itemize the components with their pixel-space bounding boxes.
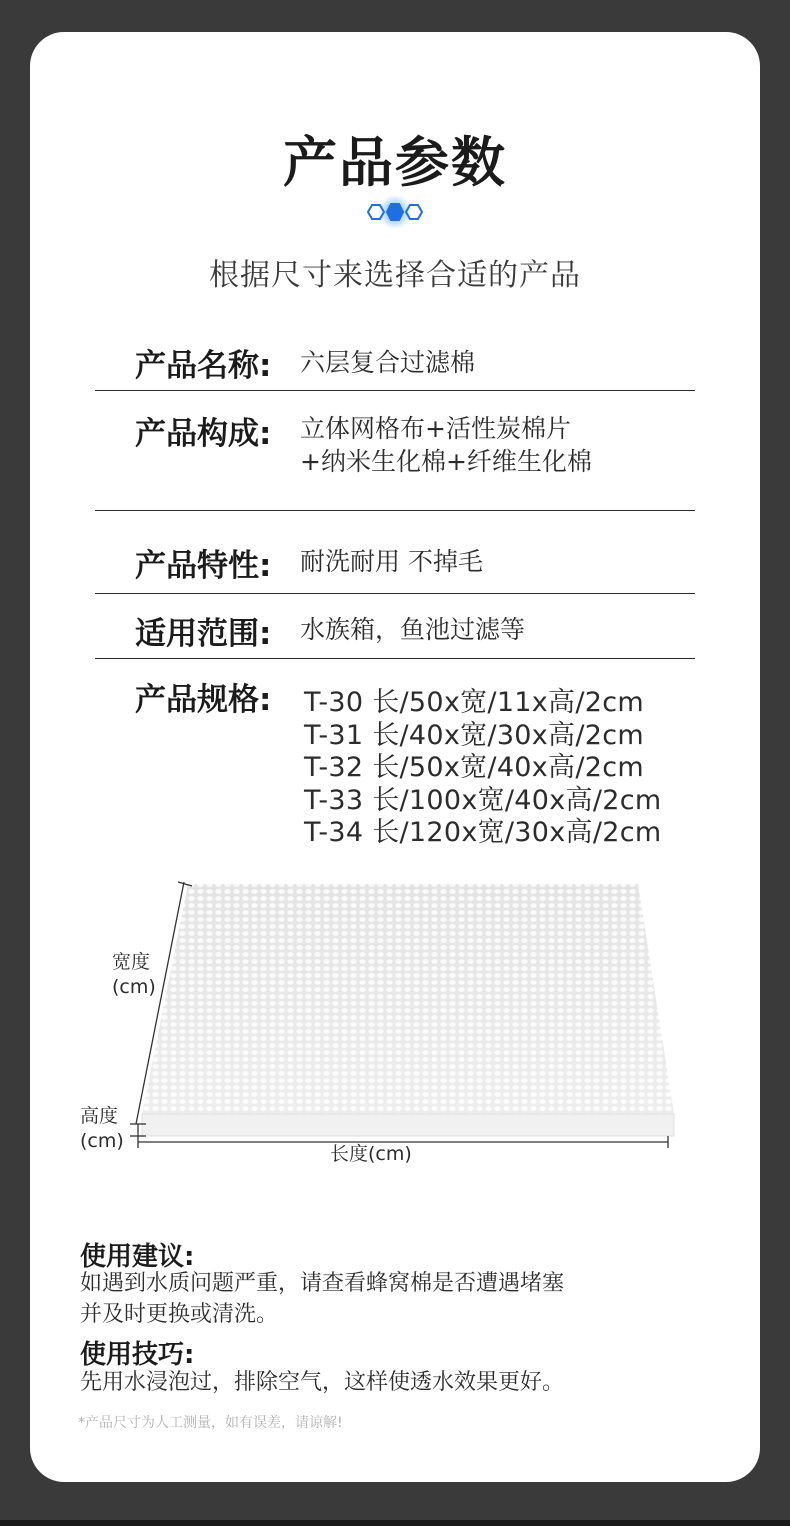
product-name-value: 六层复合过滤棉 bbox=[300, 348, 476, 377]
spec-line: T-34 长/120x宽/30x高/2cm bbox=[304, 817, 662, 848]
page-subtitle: 根据尺寸来选择合适的产品 bbox=[209, 258, 581, 293]
divider bbox=[95, 593, 695, 594]
page-title: 产品参数 bbox=[283, 131, 507, 194]
usage-line-1: 如遇到水质问题严重，请查看蜂窝棉是否遭遇堵塞 bbox=[80, 1271, 565, 1296]
usage-heading: 使用建议: bbox=[80, 1242, 195, 1272]
height-label: 高度 (cm) bbox=[80, 1105, 124, 1152]
footnote: *产品尺寸为人工测量，如有误差，请谅解! bbox=[78, 1415, 343, 1431]
parameter-card bbox=[30, 32, 760, 1482]
divider bbox=[95, 390, 695, 391]
composition-line-2: +纳米生化棉+纤维生化棉 bbox=[300, 447, 592, 476]
spec-line: T-33 长/100x宽/40x高/2cm bbox=[304, 785, 662, 816]
divider bbox=[95, 658, 695, 659]
divider bbox=[95, 510, 695, 511]
spec-line: T-30 长/50x宽/11x高/2cm bbox=[304, 687, 644, 718]
hexagon-decoration-icon bbox=[360, 194, 430, 230]
tips-heading: 使用技巧: bbox=[80, 1340, 195, 1370]
composition-line-1: 立体网格布+活性炭棉片 bbox=[300, 414, 571, 443]
feature-value: 耐洗耐用 不掉毛 bbox=[300, 547, 483, 576]
width-label: 宽度 (cm) bbox=[112, 951, 156, 998]
usage-line-2: 并及时更换或清洗。 bbox=[80, 1302, 279, 1327]
bottom-bar bbox=[0, 1520, 790, 1526]
feature-label: 产品特性: bbox=[135, 548, 272, 584]
tips-line-1: 先用水浸泡过，排除空气，这样使透水效果更好。 bbox=[80, 1370, 565, 1395]
length-label: 长度(cm) bbox=[330, 1143, 412, 1165]
composition-label: 产品构成: bbox=[135, 416, 272, 452]
filter-pad-diagram bbox=[70, 874, 690, 1174]
scope-label: 适用范围: bbox=[135, 616, 272, 652]
spec-label: 产品规格: bbox=[135, 682, 272, 718]
spec-line: T-32 长/50x宽/40x高/2cm bbox=[304, 752, 644, 783]
product-name-label: 产品名称: bbox=[135, 348, 272, 384]
scope-value: 水族箱，鱼池过滤等 bbox=[300, 615, 526, 644]
filter-pad-edge bbox=[142, 1114, 674, 1136]
spec-line: T-31 长/40x宽/30x高/2cm bbox=[304, 720, 644, 751]
